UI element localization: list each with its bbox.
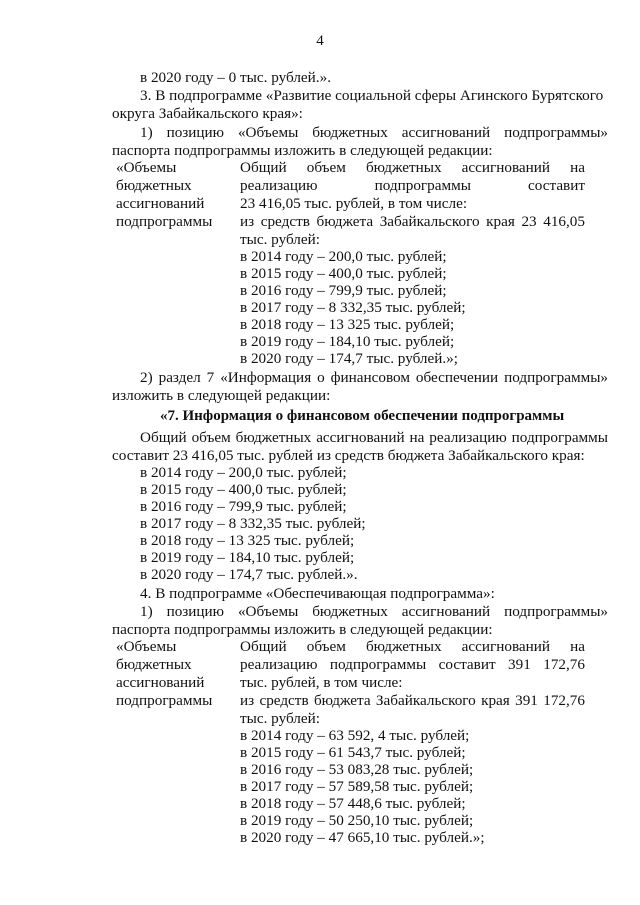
table-label-cell: бюджетных bbox=[116, 656, 192, 673]
text-line: в 2015 году – 400,0 тыс. рублей; bbox=[140, 481, 347, 498]
page-number: 4 bbox=[316, 33, 324, 49]
text-line: составит 23 416,05 тыс. рублей из средств бюджета Забайкальского края: bbox=[112, 447, 585, 464]
table-value-line: из средств бюджета Забайкальского края 23 416,05 bbox=[240, 213, 585, 230]
table-value-line: Общий объем бюджетных ассигнований на bbox=[240, 159, 585, 176]
text-line: 1) позицию «Объемы бюджетных ассигнований подпрограммы» bbox=[140, 603, 608, 620]
table-value-line: из средств бюджета Забайкальского края 391 172,76 bbox=[240, 692, 585, 709]
table-value-line: тыс. рублей: bbox=[240, 231, 320, 248]
text-line: в 2020 году – 174,7 тыс. рублей.». bbox=[140, 566, 358, 583]
text-line: 2) раздел 7 «Информация о финансовом обеспечении подпрограммы» bbox=[140, 369, 608, 386]
table-value-line: тыс. рублей, в том числе: bbox=[240, 674, 403, 691]
table-label-cell: ассигнований bbox=[116, 674, 205, 691]
table-value-line: тыс. рублей: bbox=[240, 710, 320, 727]
text-line: 1) позицию «Объемы бюджетных ассигнований подпрограммы» bbox=[140, 124, 608, 141]
table-value-line: в 2015 году – 61 543,7 тыс. рублей; bbox=[240, 744, 466, 761]
text-line: в 2016 году – 799,9 тыс. рублей; bbox=[140, 498, 347, 515]
text-line: 4. В подпрограмме «Обеспечивающая подпрограмма»: bbox=[140, 585, 495, 602]
table-value-line: в 2016 году – 799,9 тыс. рублей; bbox=[240, 282, 447, 299]
table-value-line: в 2020 году – 174,7 тыс. рублей.»; bbox=[240, 350, 458, 367]
text-line: в 2014 году – 200,0 тыс. рублей; bbox=[140, 464, 347, 481]
text-line: в 2020 году – 0 тыс. рублей.». bbox=[140, 69, 331, 86]
table-value-line: реализацию подпрограммы составит 391 172,76 bbox=[240, 656, 585, 673]
table-label-cell: ассигнований bbox=[116, 195, 205, 212]
table-value-line: 23 416,05 тыс. рублей, в том числе: bbox=[240, 195, 468, 212]
table-label-cell: бюджетных bbox=[116, 177, 192, 194]
text-line: 3. В подпрограмме «Развитие социальной сферы Агинского Бурятского bbox=[140, 87, 604, 104]
text-line: округа Забайкальского края»: bbox=[112, 105, 303, 122]
text-line: Общий объем бюджетных ассигнований на реализацию подпрограммы bbox=[140, 429, 608, 446]
text-line: в 2017 году – 8 332,35 тыс. рублей; bbox=[140, 515, 366, 532]
table-label-cell: подпрограммы bbox=[116, 213, 213, 230]
table-value-line: в 2019 году – 50 250,10 тыс. рублей; bbox=[240, 812, 474, 829]
table-value-line: в 2017 году – 8 332,35 тыс. рублей; bbox=[240, 299, 466, 316]
text-line: изложить в следующей редакции: bbox=[112, 387, 331, 404]
text-line: в 2018 году – 13 325 тыс. рублей; bbox=[140, 532, 355, 549]
table-value-line: в 2014 году – 200,0 тыс. рублей; bbox=[240, 248, 447, 265]
table-label-cell: «Объемы bbox=[116, 638, 177, 655]
table-value-line: в 2016 году – 53 083,28 тыс. рублей; bbox=[240, 761, 474, 778]
table-value-line: в 2017 году – 57 589,58 тыс. рублей; bbox=[240, 778, 474, 795]
table-value-line: в 2014 году – 63 592, 4 тыс. рублей; bbox=[240, 727, 470, 744]
table-label-cell: подпрограммы bbox=[116, 692, 213, 709]
text-line: паспорта подпрограммы изложить в следующей редакции: bbox=[112, 621, 493, 638]
table-label-cell: «Объемы bbox=[116, 159, 177, 176]
table-value-line: реализацию подпрограммы составит bbox=[240, 177, 585, 194]
table-value-line: в 2019 году – 184,10 тыс. рублей; bbox=[240, 333, 455, 350]
section-heading: «7. Информация о финансовом обеспечении подпрограммы bbox=[160, 408, 565, 424]
text-line: паспорта подпрограммы изложить в следующей редакции: bbox=[112, 142, 493, 159]
text-line: в 2019 году – 184,10 тыс. рублей; bbox=[140, 549, 355, 566]
table-value-line: в 2020 году – 47 665,10 тыс. рублей.»; bbox=[240, 829, 485, 846]
table-value-line: в 2015 году – 400,0 тыс. рублей; bbox=[240, 265, 447, 282]
table-value-line: в 2018 году – 57 448,6 тыс. рублей; bbox=[240, 795, 466, 812]
table-value-line: Общий объем бюджетных ассигнований на bbox=[240, 638, 585, 655]
table-value-line: в 2018 году – 13 325 тыс. рублей; bbox=[240, 316, 455, 333]
